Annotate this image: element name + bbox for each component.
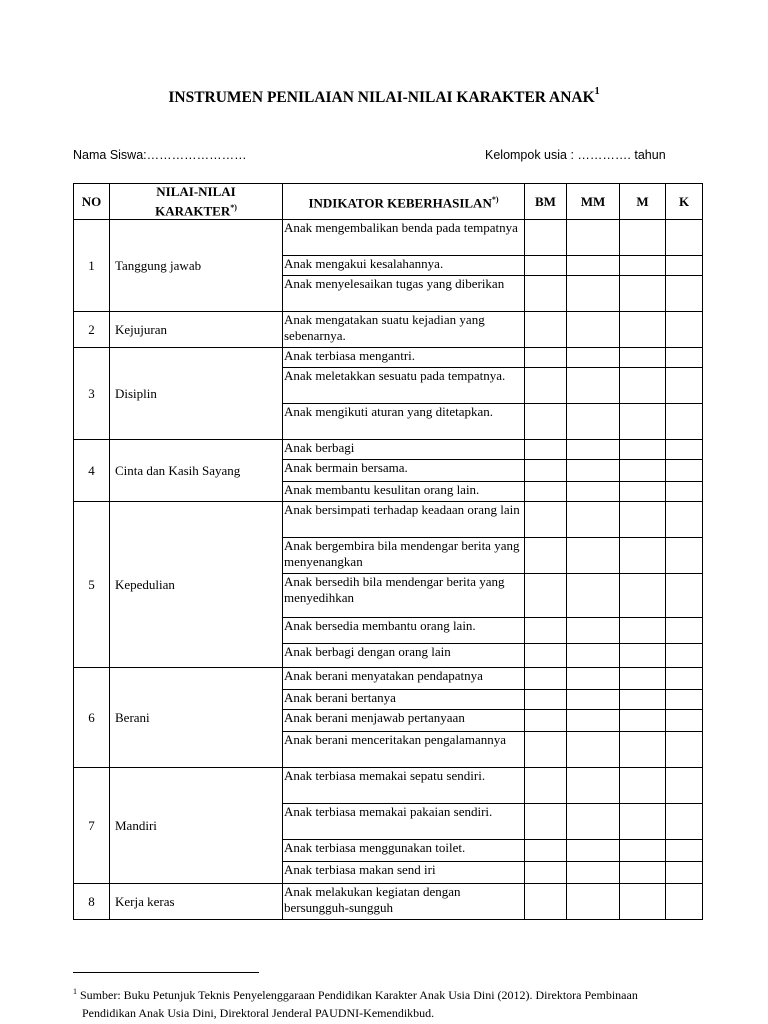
indikator-cell: Anak mengakui kesalahannya. (283, 256, 525, 276)
table-row (74, 668, 703, 690)
score-cell-k[interactable] (666, 368, 703, 404)
nama-siswa-field (73, 148, 247, 162)
score-cell-bm[interactable] (525, 840, 567, 862)
score-cell-bm[interactable] (525, 502, 567, 538)
header-indikator-text: INDIKATOR KEBERHASILAN (308, 195, 492, 211)
indikator-cell: Anak berani menjawab pertanyaan (283, 710, 525, 732)
nilai-karakter-cell: Cinta dan Kasih Sayang (110, 440, 283, 502)
row-number: 2 (74, 312, 110, 348)
score-cell-k[interactable] (666, 220, 703, 256)
nama-siswa-blank: :…………………… (143, 148, 247, 162)
score-cell-m[interactable] (620, 220, 666, 256)
kelompok-usia-blank: : …………. tahun (567, 148, 666, 162)
score-cell-k[interactable] (666, 538, 703, 574)
score-cell-m[interactable] (620, 710, 666, 732)
table-row (74, 220, 703, 256)
score-cell-m[interactable] (620, 482, 666, 502)
header-indikator-sup: *) (491, 195, 499, 204)
score-cell-bm[interactable] (525, 368, 567, 404)
header-nilai (110, 184, 283, 220)
nama-siswa-label: Nama Siswa (73, 148, 144, 162)
row-number: 4 (74, 440, 110, 502)
kelompok-usia-field (485, 148, 666, 162)
table-row (74, 884, 703, 920)
table-row (74, 348, 703, 368)
indikator-cell: Anak membantu kesulitan orang lain. (283, 482, 525, 502)
score-cell-mm[interactable] (567, 256, 620, 276)
score-cell-mm[interactable] (567, 482, 620, 502)
header-no: NO (74, 184, 110, 220)
footnote (73, 983, 713, 1022)
score-cell-mm[interactable] (567, 368, 620, 404)
score-cell-mm[interactable] (567, 404, 620, 440)
score-cell-mm[interactable] (567, 690, 620, 710)
header-m: M (620, 184, 666, 220)
score-cell-m[interactable] (620, 256, 666, 276)
score-cell-bm[interactable] (525, 460, 567, 482)
score-cell-m[interactable] (620, 460, 666, 482)
indikator-cell: Anak meletakkan sesuatu pada tempatnya. (283, 368, 525, 404)
indikator-cell: Anak bersimpati terhadap keadaan orang lain (283, 502, 525, 538)
score-cell-k[interactable] (666, 312, 703, 348)
score-cell-k[interactable] (666, 256, 703, 276)
header-nilai-line1: NILAI-NILAI (156, 184, 236, 199)
table-row (74, 502, 703, 538)
score-cell-bm[interactable] (525, 482, 567, 502)
indikator-cell: Anak bermain bersama. (283, 460, 525, 482)
nilai-karakter-cell: Berani (110, 668, 283, 768)
row-number: 8 (74, 884, 110, 920)
footnote-line2: Pendidikan Anak Usia Dini, Direktoral Jenderal PAUDNI-Kemendikbud. (82, 1006, 435, 1020)
nilai-karakter-cell: Disiplin (110, 348, 283, 440)
nilai-karakter-cell: Kepedulian (110, 502, 283, 668)
score-cell-mm[interactable] (567, 440, 620, 460)
row-number: 1 (74, 220, 110, 312)
score-cell-k[interactable] (666, 668, 703, 690)
score-cell-m[interactable] (620, 862, 666, 884)
score-cell-mm[interactable] (567, 618, 620, 644)
score-cell-m[interactable] (620, 404, 666, 440)
indikator-cell: Anak bergembira bila mendengar berita yang menyenangkan (283, 538, 525, 574)
indikator-cell: Anak terbiasa memakai pakaian sendiri. (283, 804, 525, 840)
header-bm: BM (525, 184, 567, 220)
table-body (74, 220, 703, 920)
score-cell-bm[interactable] (525, 404, 567, 440)
indikator-cell: Anak terbiasa mengantri. (283, 348, 525, 368)
score-cell-mm[interactable] (567, 220, 620, 256)
score-cell-m[interactable] (620, 574, 666, 618)
table-row (74, 440, 703, 460)
indikator-cell: Anak berani menyatakan pendapatnya (283, 668, 525, 690)
score-cell-k[interactable] (666, 768, 703, 804)
score-cell-k[interactable] (666, 482, 703, 502)
assessment-table (73, 183, 703, 920)
score-cell-bm[interactable] (525, 538, 567, 574)
score-cell-mm[interactable] (567, 732, 620, 768)
score-cell-mm[interactable] (567, 538, 620, 574)
score-cell-mm[interactable] (567, 348, 620, 368)
score-cell-m[interactable] (620, 668, 666, 690)
score-cell-bm[interactable] (525, 768, 567, 804)
row-number: 3 (74, 348, 110, 440)
score-cell-k[interactable] (666, 618, 703, 644)
score-cell-mm[interactable] (567, 804, 620, 840)
score-cell-bm[interactable] (525, 690, 567, 710)
score-cell-mm[interactable] (567, 884, 620, 920)
title-footnote-marker: 1 (594, 86, 600, 97)
score-cell-m[interactable] (620, 804, 666, 840)
footnote-line1: Sumber: Buku Petunjuk Teknis Penyelenggaraan Pendidikan Karakter Anak Usia Dini (2012). Direktora Pembinaan (77, 988, 638, 1002)
score-cell-m[interactable] (620, 440, 666, 460)
page-title (0, 88, 768, 107)
header-indikator (283, 184, 525, 220)
indikator-cell: Anak melakukan kegiatan dengan bersungguh-sungguh (283, 884, 525, 920)
score-cell-m[interactable] (620, 276, 666, 312)
score-cell-mm[interactable] (567, 644, 620, 668)
indikator-cell: Anak terbiasa makan send iri (283, 862, 525, 884)
score-cell-k[interactable] (666, 502, 703, 538)
nilai-karakter-cell: Tanggung jawab (110, 220, 283, 312)
score-cell-m[interactable] (620, 644, 666, 668)
score-cell-mm[interactable] (567, 668, 620, 690)
row-number: 5 (74, 502, 110, 668)
score-cell-k[interactable] (666, 644, 703, 668)
score-cell-m[interactable] (620, 768, 666, 804)
score-cell-m[interactable] (620, 840, 666, 862)
score-cell-m[interactable] (620, 690, 666, 710)
score-cell-k[interactable] (666, 840, 703, 862)
nilai-karakter-cell: Kejujuran (110, 312, 283, 348)
header-nilai-sup: *) (230, 203, 237, 212)
score-cell-mm[interactable] (567, 862, 620, 884)
indikator-cell: Anak bersedih bila mendengar berita yang menyedihkan (283, 574, 525, 618)
indikator-cell: Anak berbagi (283, 440, 525, 460)
table-row (74, 312, 703, 348)
score-cell-m[interactable] (620, 502, 666, 538)
indikator-cell: Anak berani menceritakan pengalamannya (283, 732, 525, 768)
score-cell-bm[interactable] (525, 804, 567, 840)
score-cell-m[interactable] (620, 884, 666, 920)
table-header-row (74, 184, 703, 220)
nilai-karakter-cell: Kerja keras (110, 884, 283, 920)
score-cell-mm[interactable] (567, 502, 620, 538)
score-cell-bm[interactable] (525, 710, 567, 732)
score-cell-bm[interactable] (525, 732, 567, 768)
row-number: 6 (74, 668, 110, 768)
nilai-karakter-cell: Mandiri (110, 768, 283, 884)
score-cell-bm[interactable] (525, 668, 567, 690)
score-cell-bm[interactable] (525, 440, 567, 460)
score-cell-bm[interactable] (525, 618, 567, 644)
indikator-cell: Anak mengembalikan benda pada tempatnya (283, 220, 525, 256)
score-cell-m[interactable] (620, 732, 666, 768)
score-cell-k[interactable] (666, 460, 703, 482)
kelompok-usia-label: Kelompok usia (485, 148, 567, 162)
score-cell-k[interactable] (666, 574, 703, 618)
score-cell-m[interactable] (620, 618, 666, 644)
score-cell-mm[interactable] (567, 276, 620, 312)
indikator-cell: Anak terbiasa menggunakan toilet. (283, 840, 525, 862)
score-cell-bm[interactable] (525, 276, 567, 312)
indikator-cell: Anak berani bertanya (283, 690, 525, 710)
score-cell-bm[interactable] (525, 574, 567, 618)
indikator-cell: Anak bersedia membantu orang lain. (283, 618, 525, 644)
score-cell-m[interactable] (620, 312, 666, 348)
score-cell-m[interactable] (620, 348, 666, 368)
footnote-divider (73, 972, 259, 973)
row-number: 7 (74, 768, 110, 884)
indikator-cell: Anak terbiasa memakai sepatu sendiri. (283, 768, 525, 804)
title-text: INSTRUMEN PENILAIAN NILAI-NILAI KARAKTER ANAK (168, 89, 595, 107)
score-cell-k[interactable] (666, 690, 703, 710)
score-cell-bm[interactable] (525, 862, 567, 884)
score-cell-mm[interactable] (567, 312, 620, 348)
header-mm: MM (567, 184, 620, 220)
score-cell-mm[interactable] (567, 574, 620, 618)
score-cell-mm[interactable] (567, 840, 620, 862)
footnote-marker: 1 (73, 987, 77, 996)
score-cell-bm[interactable] (525, 348, 567, 368)
indikator-cell: Anak berbagi dengan orang lain (283, 644, 525, 668)
score-cell-bm[interactable] (525, 884, 567, 920)
header-nilai-line2: KARAKTER (155, 203, 231, 219)
score-cell-k[interactable] (666, 804, 703, 840)
score-cell-bm[interactable] (525, 220, 567, 256)
score-cell-k[interactable] (666, 884, 703, 920)
score-cell-k[interactable] (666, 440, 703, 460)
indikator-cell: Anak mengikuti aturan yang ditetapkan. (283, 404, 525, 440)
score-cell-mm[interactable] (567, 710, 620, 732)
score-cell-k[interactable] (666, 348, 703, 368)
score-cell-bm[interactable] (525, 256, 567, 276)
score-cell-mm[interactable] (567, 768, 620, 804)
indikator-cell: Anak mengatakan suatu kejadian yang sebenarnya. (283, 312, 525, 348)
score-cell-k[interactable] (666, 732, 703, 768)
score-cell-m[interactable] (620, 368, 666, 404)
score-cell-m[interactable] (620, 538, 666, 574)
header-k: K (666, 184, 703, 220)
score-cell-k[interactable] (666, 710, 703, 732)
score-cell-mm[interactable] (567, 460, 620, 482)
score-cell-bm[interactable] (525, 312, 567, 348)
score-cell-k[interactable] (666, 862, 703, 884)
indikator-cell: Anak menyelesaikan tugas yang diberikan (283, 276, 525, 312)
score-cell-bm[interactable] (525, 644, 567, 668)
score-cell-k[interactable] (666, 404, 703, 440)
table-row (74, 768, 703, 804)
score-cell-k[interactable] (666, 276, 703, 312)
